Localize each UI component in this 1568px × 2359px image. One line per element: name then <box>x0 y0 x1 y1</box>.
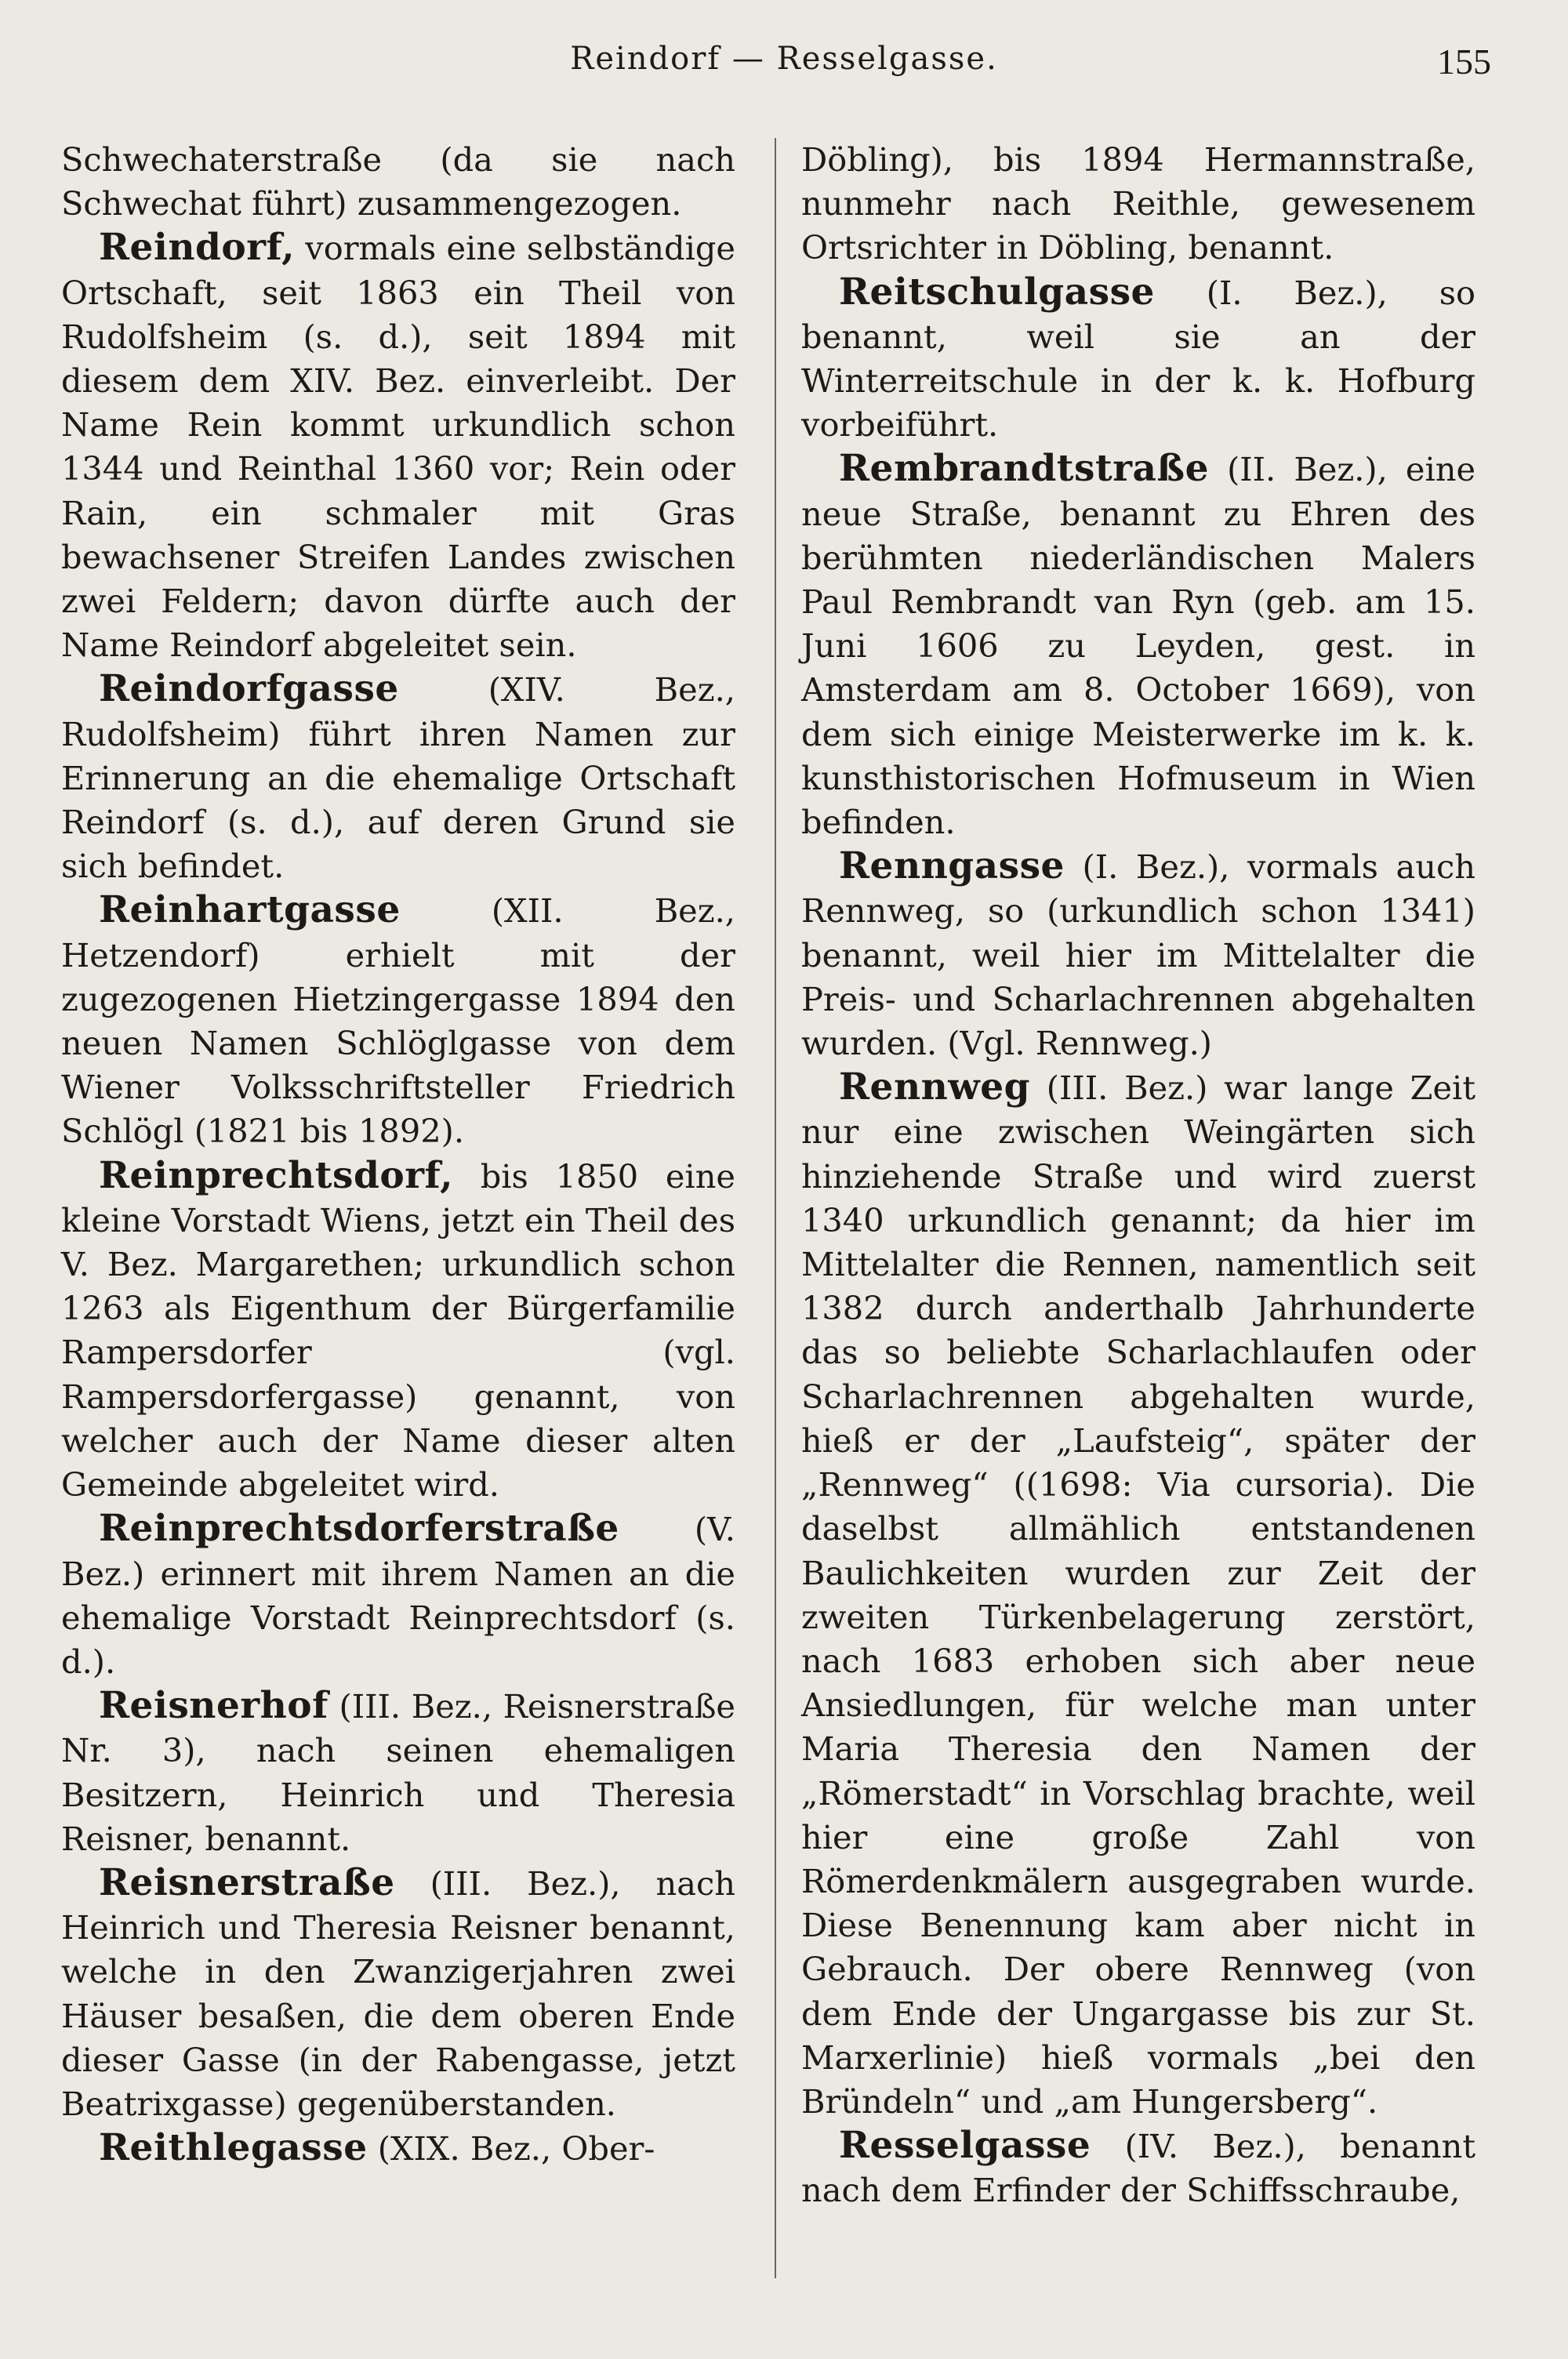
entry-continuation: Döbling), bis 1894 Hermannstraße, nunmehr nach Reithle, gewesenem Ortsrichter in Döbling, benannt. <box>801 140 1475 267</box>
lemma: Resselgasse <box>839 2124 1091 2168</box>
entry-reindorf: Reindorf, vormals eine selbständige Ortschaft, seit 1863 ein Theil von Rudolfsheim (s. d.), seit 1894 mit diesem dem XIV. Bez. einverleibt. Der Name Rein kommt urkundlich schon 1344 und Reinthal 1360 vor; Rein oder Rain, ein schmaler mit Gras bewachsener Streifen Landes zwischen zwei Feldern; davon dürfte auch der Name Reindorf abgeleitet sein. <box>61 226 735 665</box>
running-title: Reindorf — Resselgasse. <box>570 41 998 77</box>
entry-reisnerhof: Reisnerhof (III. Bez., Reisnerstraße Nr. 3), nach seinen ehemaligen Besitzern, Heinrich und Theresia Reisner, benannt. <box>61 1684 735 1858</box>
entry-resselgasse: Resselgasse (IV. Bez.), benannt nach dem Erfinder der Schiffsschraube, <box>801 2124 1475 2210</box>
entry-rembrandtstrasse: Rembrandtstraße (II. Bez.), eine neue Straße, benannt zu Ehren des berühmten niederländischen Malers Paul Rembrandt van Ryn (geb. am 15. Juni 1606 zu Leyden, gest. in Amsterdam am 8. October 1669), von dem sich einige Meisterwerke im k. k. kunsthistorischen Hofmuseum in Wien befinden. <box>801 447 1475 842</box>
lemma: Reinprechtsdorferstraße <box>99 1507 619 1551</box>
left-column <box>61 138 735 2171</box>
lemma: Rennweg <box>839 1065 1031 1109</box>
lemma: Reithlegasse <box>99 2126 368 2170</box>
lemma: Renngasse <box>839 844 1065 888</box>
lemma: Reinprechtsdorf, <box>99 1153 453 1197</box>
entry-reinprechtsdorf: Reinprechtsdorf, bis 1850 eine kleine Vorstadt Wiens, jetzt ein Theil des V. Bez. Margarethen; urkundlich schon 1263 als Eigenthum der Bürgerfamilie Rampersdorfer (vgl. Rampersdorfergasse) genannt, von welcher auch der Name dieser alten Gemeinde abgeleitet wird. <box>61 1153 735 1504</box>
entry-reithlegasse: Reithlegasse (XIX. Bez., Ober- <box>99 2126 655 2170</box>
entry-rennweg: Rennweg (III. Bez.) war lange Zeit nur eine zwischen Weingärten sich hinziehende Straße und wird zuerst 1340 urkundlich genannt; da hier im Mittelalter die Rennen, namentlich seit 1382 durch anderthalb Jahrhunderte das so beliebte Scharlachlaufen oder Scharlachrennen abgehalten wurde, hieß er der „Laufsteig“, später der „Rennweg“ ((1698: Via cursoria). Die daselbst allmählich entstandenen Baulichkeiten wurden zur Zeit der zweiten Türkenbelagerung zerstört, nach 1683 erhoben sich aber neue Ansiedlungen, für welche man unter Maria Theresia den Namen der „Römerstadt“ in Vorschlag brachte, weil hier eine große Zahl von Römerdenkmälern ausgegraben wurde. Diese Benennung kam aber nicht in Gebrauch. Der obere Rennweg (von dem Ende der Ungargasse bis zur St. Marxerlinie) hieß vormals „bei den Bründeln“ und „am Hungersberg“. <box>801 1065 1475 2121</box>
lemma: Reindorf, <box>99 226 296 270</box>
entry-reindorfgasse: Reindorfgasse (XIV. Bez., Rudolfsheim) führt ihren Namen zur Erinnerung an die ehemalige Ortschaft Reindorf (s. d.), auf deren Grund sie sich befindet. <box>61 667 735 886</box>
lemma: Reisnerstraße <box>99 1860 395 1904</box>
lemma: Rembrandtstraße <box>839 447 1210 491</box>
running-head <box>0 41 1568 96</box>
lemma: Reindorfgasse <box>99 667 399 711</box>
entry-reinprechtsdorferstrasse: Reinprechtsdorferstraße (V. Bez.) erinnert mit ihrem Namen an die ehemalige Vorstadt Reinprechtsdorf (s. d.). <box>61 1507 735 1681</box>
entry-renngasse: Renngasse (I. Bez.), vormals auch Rennweg, so (urkundlich schon 1341) benannt, weil hier im Mittelalter die Preis- und Scharlachrennen abgehalten wurden. (Vgl. Rennweg.) <box>801 844 1475 1063</box>
entry-reinhartgasse: Reinhartgasse (XII. Bez., Hetzendorf) erhielt mit der zugezogenen Hietzingergasse 1894 den neuen Namen Schlöglgasse von dem Wiener Volksschriftsteller Friedrich Schlögl (1821 bis 1892). <box>61 888 735 1151</box>
entry-continuation: Schwechaterstraße (da sie nach Schwechat führt) zusammengezogen. <box>61 140 735 223</box>
entry-reitschulgasse: Reitschulgasse (I. Bez.), so benannt, weil sie an der Winterreitschule in der k. k. Hofburg vorbeiführt. <box>801 270 1475 445</box>
column-divider <box>775 138 776 2278</box>
lemma: Reinhartgasse <box>99 888 401 932</box>
right-column <box>801 138 1475 2213</box>
lemma: Reitschulgasse <box>839 270 1155 314</box>
page-number: 155 <box>1437 42 1491 82</box>
lemma: Reisnerhof <box>99 1684 328 1728</box>
entry-reisnerstrasse: Reisnerstraße (III. Bez.), nach Heinrich und Theresia Reisner benannt, welche in den Zwanzigerjahren zwei Häuser besaßen, die dem oberen Ende dieser Gasse (in der Rabengasse, jetzt Beatrixgasse) gegenüberstanden. <box>61 1860 735 2123</box>
